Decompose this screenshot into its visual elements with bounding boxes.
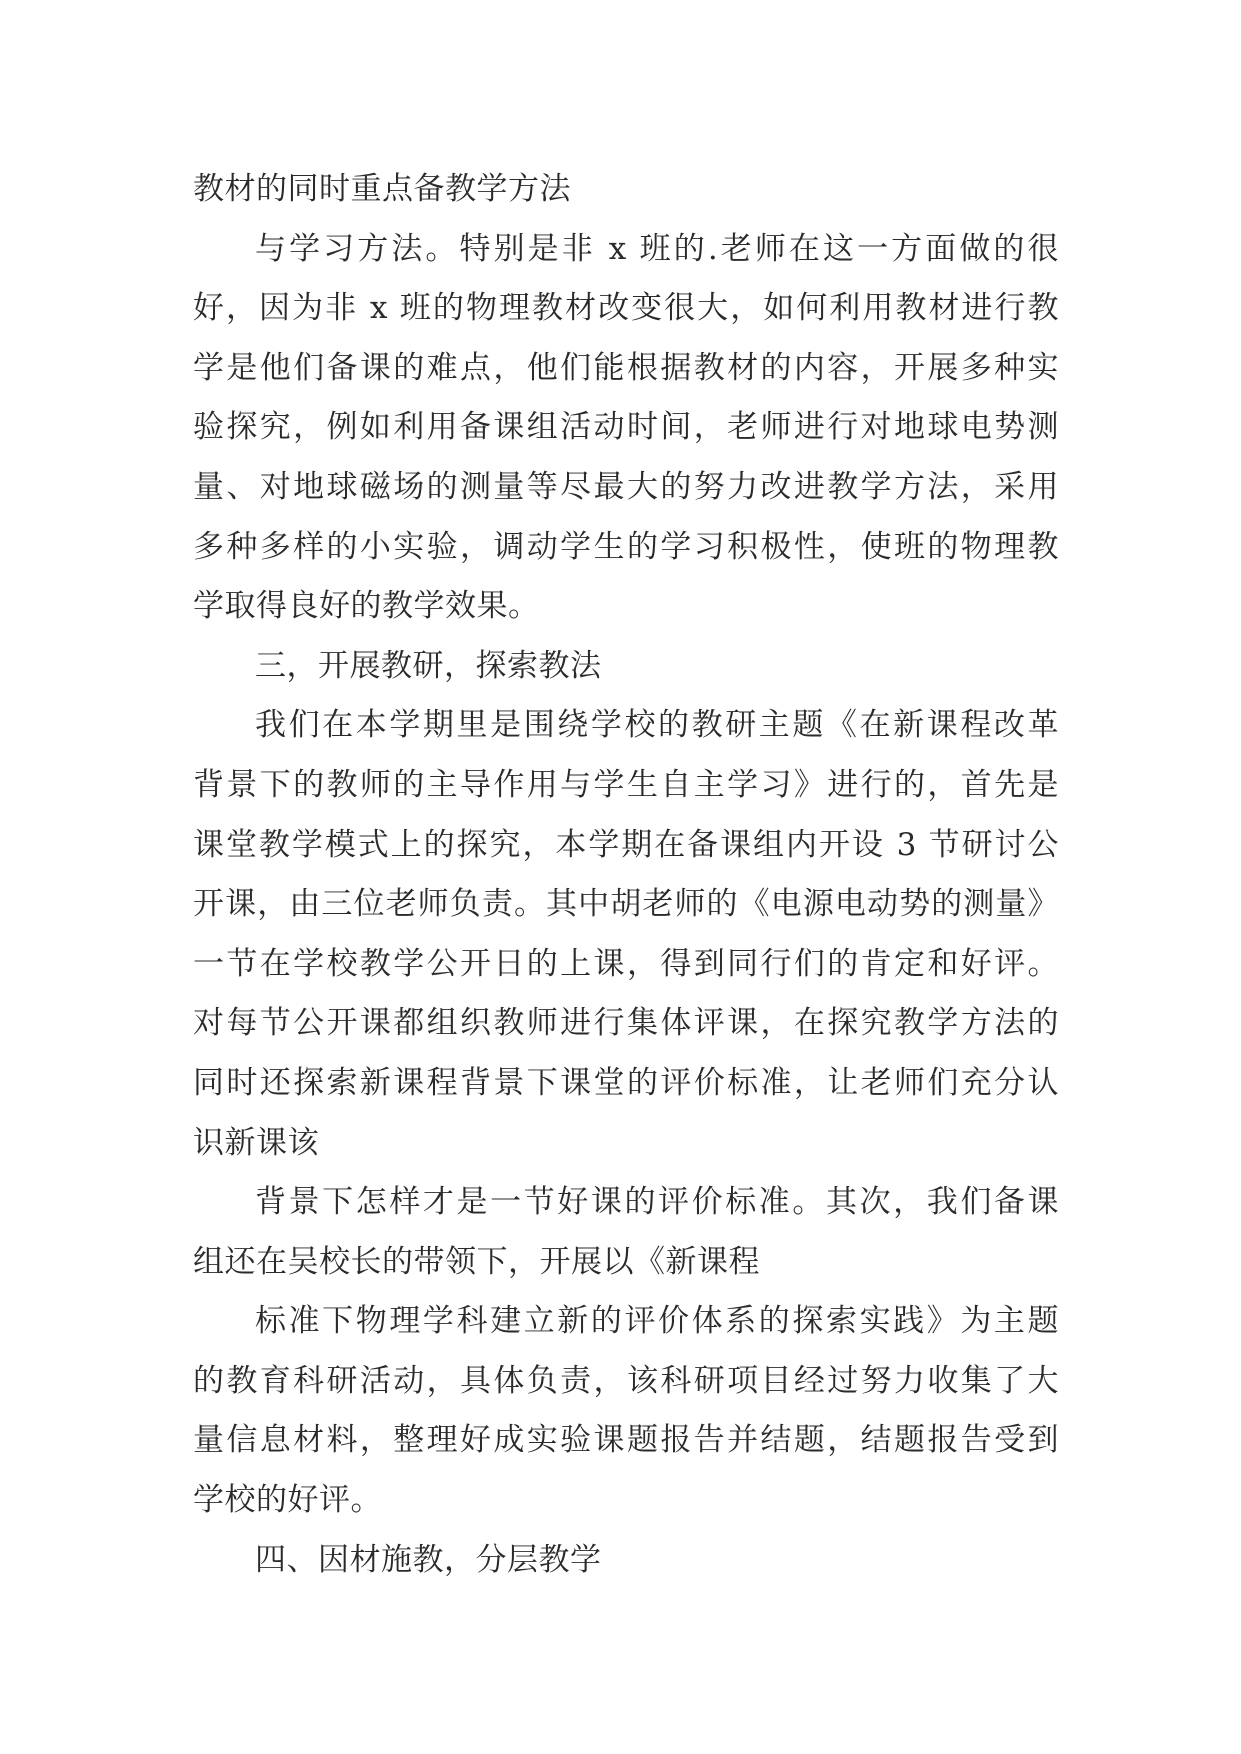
text-line: 对每节公开课都组织教师进行集体评课，在探究教学方法的 <box>193 1005 1059 1042</box>
text-line: 学校的好评。 <box>193 1482 382 1519</box>
text-line: 同时还探索新课程背景下课堂的评价标准，让老师们充分认 <box>193 1064 1059 1101</box>
text-line: 课堂教学模式上的探究，本学期在备课组内开设 3 节研讨公 <box>193 826 1059 863</box>
text-line: 量信息材料，整理好成实验课题报告并结题，结题报告受到 <box>193 1422 1059 1459</box>
text-line: 一节在学校教学公开日的上课，得到同行们的肯定和好评。 <box>193 945 1059 982</box>
section-heading: 三，开展教研，探索教法 <box>255 647 602 684</box>
document-body <box>193 160 1059 1590</box>
text-line: 量、对地球磁场的测量等尽最大的努力改进教学方法，采用 <box>193 468 1059 505</box>
paragraph-first-line: 标准下物理学科建立新的评价体系的探索实践》为主题 <box>255 1303 1059 1340</box>
text-line: 教材的同时重点备教学方法 <box>193 171 571 207</box>
section-heading: 四、因材施教，分层教学 <box>255 1541 602 1578</box>
text-line: 多种多样的小实验，调动学生的学习积极性，使班的物理教 <box>193 528 1059 565</box>
text-line: 背景下的教师的主导作用与学生自主学习》进行的，首先是 <box>193 766 1059 803</box>
paragraph-first-line: 我们在本学期里是围绕学校的教研主题《在新课程改革 <box>255 707 1059 744</box>
text-line: 组还在吴校长的带领下，开展以《新课程 <box>193 1243 760 1280</box>
text-line: 好，因为非 x 班的物理教材改变很大，如何利用教材进行教 <box>193 290 1059 327</box>
text-line: 开课，由三位老师负责。其中胡老师的《电源电动势的测量》 <box>193 886 1059 923</box>
text-line: 验探究，例如利用备课组活动时间，老师进行对地球电势测 <box>193 409 1059 446</box>
text-line: 学是他们备课的难点，他们能根据教材的内容，开展多种实 <box>193 349 1059 386</box>
paragraph-first-line: 与学习方法。特别是非 x 班的.老师在这一方面做的很 <box>255 230 1059 267</box>
text-line: 识新课该 <box>193 1124 319 1161</box>
paragraph-first-line: 背景下怎样才是一节好课的评价标准。其次，我们备课 <box>255 1184 1059 1221</box>
text-line: 学取得良好的教学效果。 <box>193 588 540 625</box>
text-line: 的教育科研活动，具体负责，该科研项目经过努力收集了大 <box>193 1362 1059 1399</box>
